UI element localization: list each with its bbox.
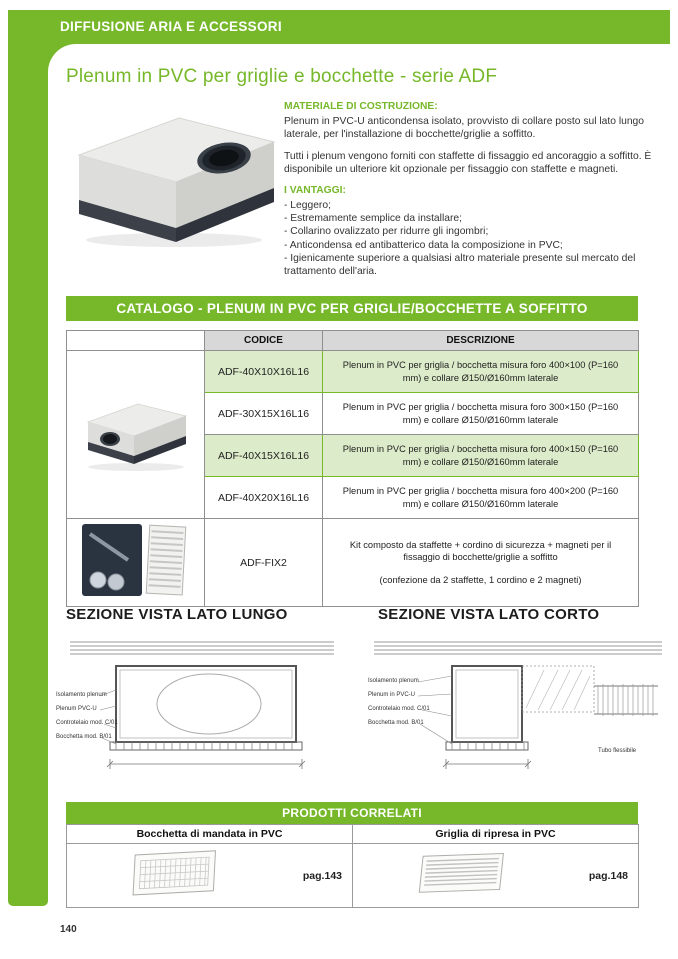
related-item-cell <box>353 844 639 908</box>
descrizione-column-header: DESCRIZIONE <box>323 331 639 351</box>
plenum-product-image <box>64 100 276 250</box>
material-paragraph-1: Plenum in PVC-U anticondensa isolato, provvisto di collare posto sul lato lungo laterale, per l'installazione di bocchette/griglie a soffitto. <box>284 116 645 141</box>
image-column-header <box>67 331 205 351</box>
left-accent-strip <box>8 10 48 906</box>
advantage-item: - Igienicamente superiore a qualsiasi altro materiale presente sul mercato del trattamento dell'aria. <box>284 252 636 277</box>
related-page-ref: pag.143 <box>302 869 342 882</box>
catalog-banner: CATALOGO - PLENUM IN PVC PER GRIGLIE/BOCCHETTE A SOFFITTO <box>66 296 638 321</box>
related-item-cell <box>67 844 353 908</box>
page-title: Plenum in PVC per griglie e bocchette - serie ADF <box>66 66 498 87</box>
griglia-image <box>411 847 511 904</box>
diagram-label: Tubo flessibile <box>598 748 637 754</box>
codice-column-header: CODICE <box>205 331 323 351</box>
intro-section <box>64 100 658 278</box>
diagram-label: Isolamento plenum <box>56 692 107 698</box>
bocchetta-image <box>125 847 225 904</box>
advantage-item: - Anticondensa ed antibatterico data la composizione in PVC; <box>284 239 563 251</box>
product-code: ADF-30X15X16L16 <box>205 393 323 435</box>
section-short-title: SEZIONE VISTA LATO CORTO <box>378 606 600 623</box>
related-products-banner: PRODOTTI CORRELATI <box>66 802 638 824</box>
diagram-label: Bocchetta mod. B/01 <box>56 734 112 740</box>
content-area <box>48 44 678 914</box>
return-grille-icon <box>411 847 511 899</box>
diagram-label: Plenum in PVC-U <box>368 692 416 698</box>
table-row-kit <box>67 519 639 607</box>
product-code: ADF-40X10X16L16 <box>205 351 323 393</box>
section-short-drawing-icon <box>366 636 672 788</box>
kit-description <box>323 519 639 607</box>
plenum-render-icon <box>64 100 276 250</box>
related-page-ref: pag.148 <box>588 869 628 882</box>
plenum-table-image-cell <box>67 351 205 519</box>
material-paragraph-2: Tutti i plenum vengono forniti con staffette di fissaggio ed ancoraggio a soffitto. È disponibile un ulteriore kit opzionale per fissaggio con staffette e magneti. <box>284 150 652 175</box>
page-number: 140 <box>60 924 77 935</box>
diagram-label: Isolamento plenum <box>368 678 419 684</box>
page-header <box>8 10 670 44</box>
advantage-item: - Collarino ovalizzato per ridurre gli ingombri; <box>284 226 489 238</box>
section-long-diagram <box>54 636 350 788</box>
kit-image-cell <box>67 519 205 607</box>
advantages-heading: I VANTAGGI: <box>284 184 346 196</box>
related-item-title: Bocchetta di mandata in PVC <box>67 825 353 844</box>
section-short-diagram <box>366 636 672 788</box>
catalog-header-row <box>67 331 639 351</box>
table-row <box>67 351 639 393</box>
product-code: ADF-FIX2 <box>205 519 323 607</box>
related-body-row <box>67 844 639 908</box>
product-description: Plenum in PVC per griglia / bocchetta misura foro 300×150 (P=160 mm) e collare Ø150/Ø160mm laterale <box>323 393 639 435</box>
diagram-label: Controtelaio mod. C/01 <box>368 706 430 712</box>
product-code: ADF-40X20X16L16 <box>205 477 323 519</box>
diagram-label: Bocchetta mod. B/01 <box>368 720 424 726</box>
advantages-list <box>284 199 656 278</box>
product-description: Plenum in PVC per griglia / bocchetta misura foro 400×200 (P=160 mm) e collare Ø150/Ø160mm laterale <box>323 477 639 519</box>
section-long-drawing-icon <box>54 636 350 788</box>
kit-description-line2: (confezione da 2 staffette, 1 cordino e 2 magneti) <box>379 574 582 585</box>
product-description: Plenum in PVC per griglia / bocchetta misura foro 400×100 (P=160 mm) e collare Ø150/Ø160mm laterale <box>323 351 639 393</box>
supply-grille-icon <box>125 847 225 899</box>
diagram-label: Plenum PVC-U <box>56 706 97 712</box>
product-description: Plenum in PVC per griglia / bocchetta misura foro 400×150 (P=160 mm) e collare Ø150/Ø160mm laterale <box>323 435 639 477</box>
related-header-row <box>67 825 639 844</box>
related-item-title: Griglia di ripresa in PVC <box>353 825 639 844</box>
material-heading: MATERIALE DI COSTRUZIONE: <box>284 101 438 112</box>
product-code: ADF-40X15X16L16 <box>205 435 323 477</box>
fixing-kit-photo-icon <box>80 520 192 600</box>
related-products-table <box>66 824 639 908</box>
intro-text <box>284 100 656 278</box>
kit-description-line1: Kit composto da staffette + cordino di sicurezza + magneti per il fissaggio di bocchette/griglie a soffitto <box>349 540 612 563</box>
advantage-item: - Leggero; <box>284 200 331 212</box>
section-long-title: SEZIONE VISTA LATO LUNGO <box>66 606 288 623</box>
plenum-small-render-icon <box>80 392 192 472</box>
catalog-table <box>66 330 639 607</box>
page-header-title: DIFFUSIONE ARIA E ACCESSORI <box>60 19 282 34</box>
diagram-label: Controtelaio mod. C/01 <box>56 720 118 726</box>
advantage-item: - Estremamente semplice da installare; <box>284 213 462 225</box>
